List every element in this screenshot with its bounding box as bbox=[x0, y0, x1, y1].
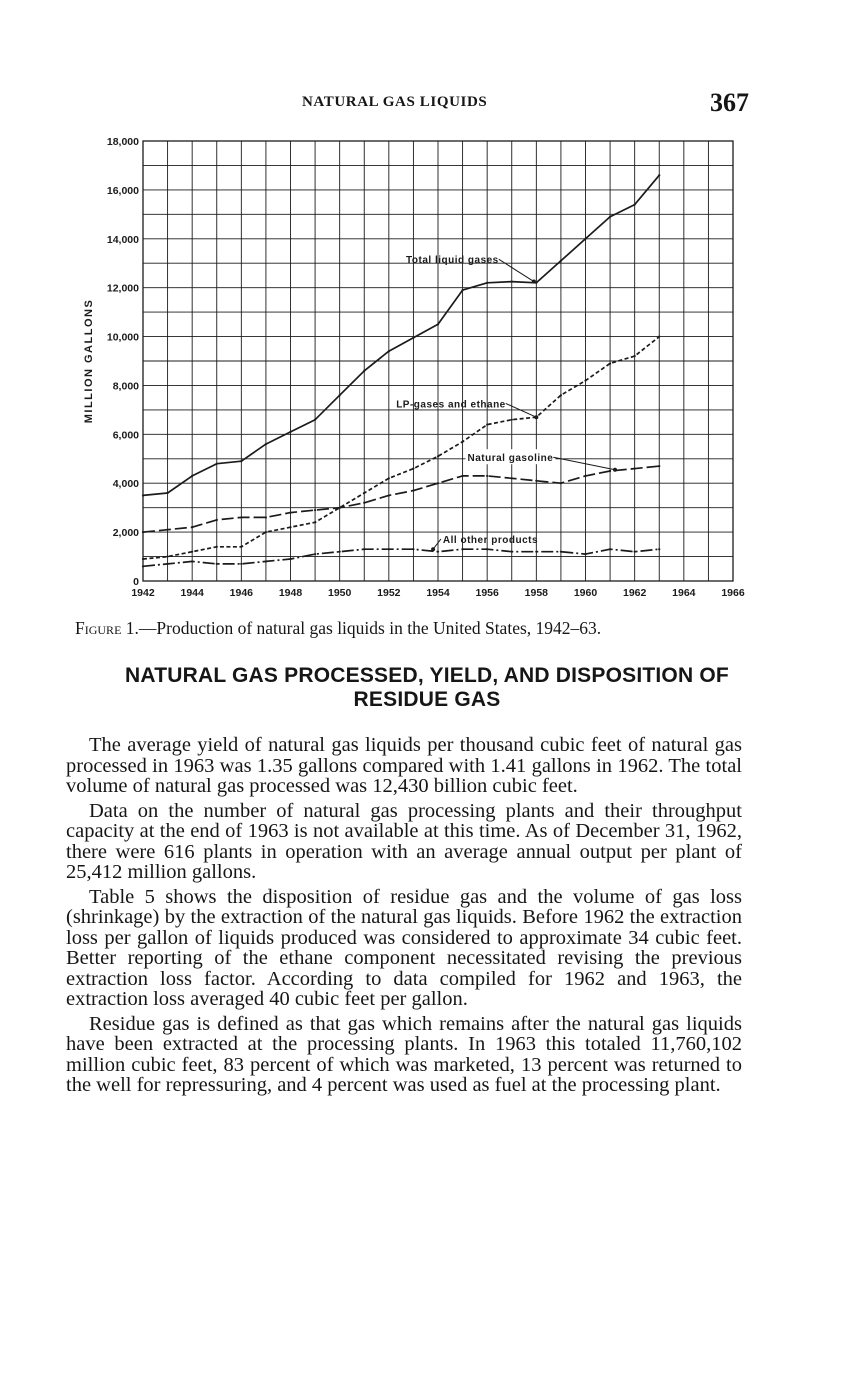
data-point-3 bbox=[363, 548, 365, 550]
series-line-3 bbox=[143, 549, 659, 566]
data-point-1 bbox=[437, 455, 439, 457]
data-point-1 bbox=[511, 419, 513, 421]
running-title: NATURAL GAS LIQUIDS bbox=[302, 94, 488, 110]
annotation-label-0: Total liquid gases bbox=[406, 255, 499, 267]
x-tick-label: 1964 bbox=[672, 587, 696, 599]
section-heading-line-1: NATURAL GAS PROCESSED, YIELD, AND DISPOSITION OF bbox=[125, 664, 729, 687]
paragraph-residue-gas: Residue gas is defined as that gas which remains after the natural gas liquids have been extracted at the processing plants. In 1963 this totaled 11,760,102 million cubic feet, 83 percent of which was marketed, 13 percent was returned to the well for repressuring, and 4 percent was used as fuel at the processing plant. bbox=[66, 1012, 742, 1096]
data-point-0 bbox=[658, 174, 660, 176]
y-tick-label: 10,000 bbox=[106, 331, 139, 344]
annotation-arrowhead-1 bbox=[534, 415, 538, 419]
data-point-1 bbox=[289, 526, 291, 528]
data-point-1 bbox=[191, 551, 193, 553]
y-tick-label: 12,000 bbox=[106, 282, 139, 295]
data-point-3 bbox=[658, 548, 660, 550]
x-tick-label: 1954 bbox=[426, 587, 450, 599]
data-point-2 bbox=[166, 529, 168, 531]
data-point-3 bbox=[437, 551, 439, 553]
annotation-arrowhead-3 bbox=[431, 547, 435, 551]
data-point-3 bbox=[412, 548, 414, 550]
data-point-0 bbox=[609, 216, 611, 218]
data-point-3 bbox=[634, 551, 636, 553]
data-point-0 bbox=[634, 203, 636, 205]
data-point-0 bbox=[166, 492, 168, 494]
x-tick-label: 1960 bbox=[573, 587, 598, 599]
data-point-2 bbox=[363, 502, 365, 504]
data-point-3 bbox=[289, 558, 291, 560]
x-tick-label: 1956 bbox=[475, 587, 499, 599]
data-point-2 bbox=[314, 509, 316, 511]
figure-caption bbox=[75, 618, 755, 639]
paragraph-yield: The average yield of natural gas liquids per thousand cubic feet of natural gas processed in 1963 was 1.35 gallons compared with 1.41 gallons in 1962. The total volume of natural gas processed was 12,430 billion cubic feet. bbox=[66, 734, 742, 797]
data-point-0 bbox=[388, 350, 390, 352]
annotation-label-1: LP-gases and ethane bbox=[396, 399, 506, 411]
data-point-3 bbox=[216, 563, 218, 565]
running-head bbox=[0, 88, 854, 117]
data-point-0 bbox=[240, 460, 242, 462]
data-point-0 bbox=[511, 280, 513, 282]
series-line-2 bbox=[143, 466, 659, 532]
data-point-3 bbox=[535, 551, 537, 553]
data-point-2 bbox=[634, 467, 636, 469]
data-point-2 bbox=[609, 470, 611, 472]
x-tick-label: 1958 bbox=[524, 587, 549, 599]
data-point-1 bbox=[560, 394, 562, 396]
y-tick-label: 16,000 bbox=[106, 184, 139, 197]
data-point-2 bbox=[535, 480, 537, 482]
series-line-1 bbox=[143, 337, 659, 559]
data-point-2 bbox=[265, 516, 267, 518]
y-tick-label: 0 bbox=[133, 576, 139, 588]
y-tick-label: 2,000 bbox=[112, 527, 139, 540]
data-point-3 bbox=[511, 551, 513, 553]
body-text bbox=[66, 735, 742, 1100]
data-point-1 bbox=[584, 379, 586, 381]
data-point-2 bbox=[658, 465, 660, 467]
data-point-1 bbox=[486, 423, 488, 425]
data-point-3 bbox=[191, 560, 193, 562]
data-point-1 bbox=[166, 555, 168, 557]
data-point-3 bbox=[461, 548, 463, 550]
data-point-2 bbox=[486, 475, 488, 477]
data-point-0 bbox=[191, 475, 193, 477]
data-point-3 bbox=[560, 551, 562, 553]
data-point-0 bbox=[363, 370, 365, 372]
data-point-2 bbox=[560, 482, 562, 484]
paragraph-plants: Data on the number of natural gas processing plants and their throughput capacity at the end of 1963 is not available at this time. As of December 31, 1962, there were 616 plants in operation with an average annual output per plant of 25,412 million gallons. bbox=[66, 799, 742, 883]
x-tick-label: 1946 bbox=[229, 587, 254, 599]
data-point-2 bbox=[584, 475, 586, 477]
data-point-1 bbox=[314, 521, 316, 523]
data-point-3 bbox=[339, 551, 341, 553]
data-point-2 bbox=[511, 477, 513, 479]
data-point-3 bbox=[584, 553, 586, 555]
data-point-0 bbox=[265, 443, 267, 445]
data-point-0 bbox=[584, 238, 586, 240]
y-axis-label: MILLION GALLONS bbox=[83, 298, 95, 424]
annotation-arrowhead-2 bbox=[613, 468, 617, 472]
x-tick-label: 1942 bbox=[131, 587, 155, 599]
series-line-0 bbox=[143, 175, 659, 495]
data-point-0 bbox=[560, 260, 562, 262]
x-tick-label: 1944 bbox=[180, 587, 204, 599]
section-heading bbox=[60, 664, 794, 712]
data-point-1 bbox=[142, 558, 144, 560]
data-point-1 bbox=[388, 477, 390, 479]
y-tick-label: 18,000 bbox=[106, 136, 139, 148]
production-chart bbox=[0, 120, 854, 620]
data-point-3 bbox=[166, 563, 168, 565]
data-point-1 bbox=[461, 441, 463, 443]
y-tick-label: 4,000 bbox=[112, 478, 139, 491]
x-tick-label: 1948 bbox=[278, 587, 303, 599]
page-number: 367 bbox=[710, 88, 749, 117]
y-tick-label: 6,000 bbox=[112, 429, 139, 442]
data-point-0 bbox=[486, 282, 488, 284]
data-point-0 bbox=[461, 289, 463, 291]
data-point-0 bbox=[437, 323, 439, 325]
data-point-1 bbox=[634, 355, 636, 357]
data-point-0 bbox=[289, 431, 291, 433]
figure-caption-text: —Production of natural gas liquids in the United States, 1942–63. bbox=[138, 618, 602, 638]
data-point-2 bbox=[216, 519, 218, 521]
data-point-1 bbox=[609, 362, 611, 364]
x-tick-label: 1962 bbox=[622, 587, 647, 599]
data-point-1 bbox=[265, 531, 267, 533]
data-point-0 bbox=[339, 394, 341, 396]
data-point-1 bbox=[363, 492, 365, 494]
section-heading-line-2: RESIDUE GAS bbox=[353, 688, 501, 711]
data-point-0 bbox=[216, 463, 218, 465]
y-tick-label: 8,000 bbox=[112, 380, 139, 393]
data-point-2 bbox=[240, 516, 242, 518]
annotation-leader-0 bbox=[499, 259, 534, 281]
x-tick-label: 1950 bbox=[327, 587, 352, 599]
annotation-label-3: All other products bbox=[442, 535, 539, 547]
data-point-2 bbox=[388, 494, 390, 496]
data-point-2 bbox=[412, 489, 414, 491]
data-point-0 bbox=[314, 419, 316, 421]
data-point-2 bbox=[142, 531, 144, 533]
data-point-2 bbox=[289, 511, 291, 513]
data-point-2 bbox=[339, 507, 341, 509]
data-point-3 bbox=[265, 560, 267, 562]
data-point-0 bbox=[142, 494, 144, 496]
annotation-arrowhead-0 bbox=[532, 280, 536, 284]
data-point-0 bbox=[412, 337, 414, 339]
figure-label: Figure 1. bbox=[75, 618, 139, 638]
data-point-2 bbox=[461, 475, 463, 477]
x-tick-label: 1966 bbox=[721, 587, 745, 599]
data-point-3 bbox=[142, 565, 144, 567]
paragraph-disposition: Table 5 shows the disposition of residue gas and the volume of gas loss (shrinkage) by the extraction of the natural gas liquids. Before 1962 the extraction loss per gallon of liquids produced was considered to approximate 34 cubic feet. Better reporting of the ethane component necessitated revising the previous extraction loss factor. According to data compiled for 1962 and 1963, the extraction loss averaged 40 cubic feet per gallon. bbox=[66, 885, 742, 1010]
data-point-3 bbox=[486, 548, 488, 550]
data-point-1 bbox=[658, 335, 660, 337]
annotation-label-2: Natural gasoline bbox=[467, 453, 554, 465]
data-point-2 bbox=[437, 482, 439, 484]
data-point-3 bbox=[240, 563, 242, 565]
y-tick-label: 14,000 bbox=[106, 233, 139, 246]
x-tick-label: 1952 bbox=[377, 587, 401, 599]
data-point-3 bbox=[314, 553, 316, 555]
data-point-3 bbox=[609, 548, 611, 550]
data-point-2 bbox=[191, 526, 193, 528]
data-point-3 bbox=[388, 548, 390, 550]
data-point-1 bbox=[412, 467, 414, 469]
data-point-1 bbox=[240, 546, 242, 548]
data-point-1 bbox=[216, 546, 218, 548]
